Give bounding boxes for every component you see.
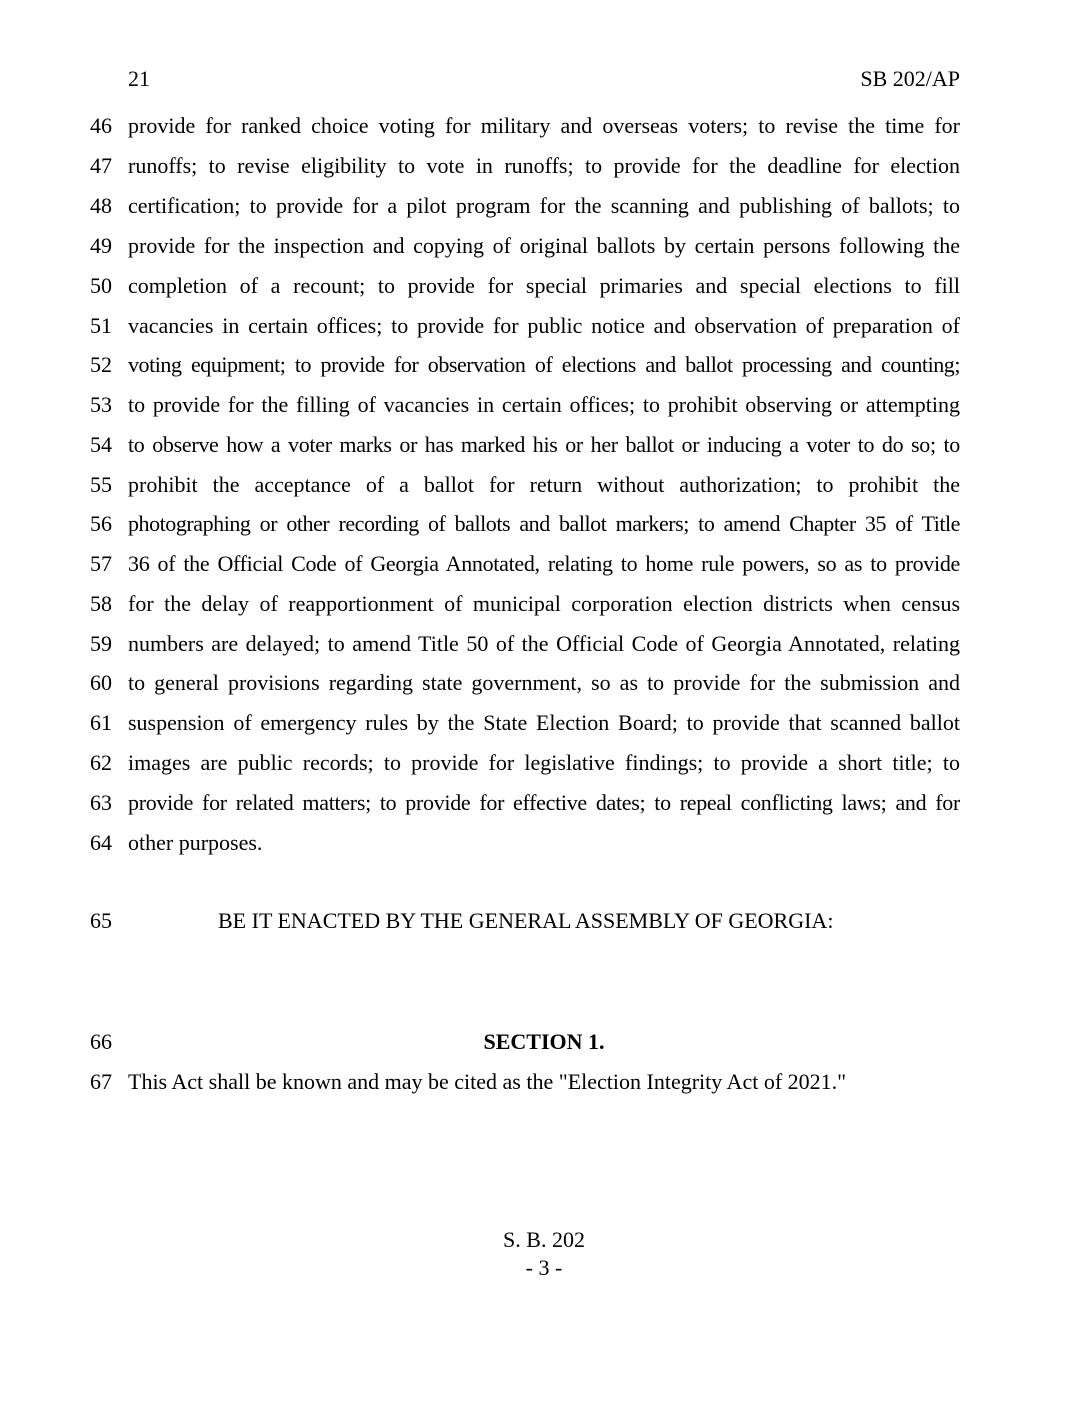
header-doc-id: SB 202/AP [860,66,960,91]
text-line [0,470,1088,500]
line-text: numbers are delayed; to amend Title 50 of the Official Code of Georgia Annotated, relating [128,631,960,656]
line-text: other purposes. [128,830,263,855]
text-line [0,311,1088,341]
text-line [0,151,1088,181]
text-line [0,390,1088,420]
line-number: 48 [90,193,112,218]
line-number: 56 [90,511,112,536]
line-number: 62 [90,750,112,775]
text-line [0,350,1088,380]
line-text: prohibit the acceptance of a ballot for return without authorization; to prohibit the [128,472,960,497]
line-number: 59 [90,631,112,656]
text-line [0,271,1088,301]
line-text: photographing or other recording of ballots and ballot markers; to amend Chapter 35 of Title [128,511,960,536]
text-line [0,788,1088,818]
section-body-text: This Act shall be known and may be cited as the "Election Integrity Act of 2021." [128,1069,847,1094]
text-line [0,748,1088,778]
line-text: provide for related matters; to provide for effective dates; to repeal conflicting laws; and for [128,790,960,815]
line-text: provide for ranked choice voting for military and overseas voters; to revise the time for [128,113,960,138]
line-number: 65 [90,908,112,933]
line-number: 52 [90,352,112,377]
line-text: to observe how a voter marks or has marked his or her ballot or inducing a voter to do so; to [128,432,960,457]
line-number: 61 [90,710,112,735]
text-line [0,668,1088,698]
line-number: 54 [90,432,112,457]
section-body-line [0,1067,1088,1097]
text-line [0,708,1088,738]
line-text: 36 of the Official Code of Georgia Annotated, relating to home rule powers, so as to provide [128,551,960,576]
line-text: vacancies in certain offices; to provide for public notice and observation of preparation of [128,313,960,338]
line-number: 57 [90,551,112,576]
line-text: runoffs; to revise eligibility to vote in runoffs; to provide for the deadline for election [128,153,960,178]
line-number: 66 [90,1029,112,1054]
line-text: for the delay of reapportionment of municipal corporation election districts when census [128,591,960,616]
line-number: 67 [90,1069,112,1094]
line-text: suspension of emergency rules by the State Election Board; to provide that scanned ballot [128,710,960,735]
line-number: 55 [90,472,112,497]
section-heading: SECTION 1. [483,1029,605,1054]
enacting-text: BE IT ENACTED BY THE GENERAL ASSEMBLY OF GEORGIA: [218,908,834,933]
line-text: to general provisions regarding state government, so as to provide for the submission and [128,670,960,695]
line-number: 50 [90,273,112,298]
line-number: 60 [90,670,112,695]
line-number: 64 [90,830,112,855]
enacting-clause [0,906,1088,936]
text-line [0,430,1088,460]
header-page-ref: 21 [128,66,150,91]
line-text: provide for the inspection and copying of original ballots by certain persons following the [128,233,960,258]
line-number: 53 [90,392,112,417]
text-line [0,111,1088,141]
section-heading-line [0,1027,1088,1057]
line-number: 63 [90,790,112,815]
text-line [0,828,1088,858]
text-line [0,231,1088,261]
footer-bill-number: S. B. 202 [503,1227,585,1252]
line-text: to provide for the filling of vacancies in certain offices; to prohibit observing or attempting [128,392,960,417]
line-number: 49 [90,233,112,258]
line-number: 46 [90,113,112,138]
footer-page-number: - 3 - [525,1255,563,1280]
line-text: voting equipment; to provide for observation of elections and ballot processing and counting; [128,352,960,377]
line-number: 51 [90,313,112,338]
line-number: 58 [90,591,112,616]
line-text: completion of a recount; to provide for special primaries and special elections to fill [128,273,960,298]
text-line [0,629,1088,659]
line-number: 47 [90,153,112,178]
line-text: certification; to provide for a pilot program for the scanning and publishing of ballots; to [128,193,960,218]
text-line [0,509,1088,539]
text-line [0,589,1088,619]
text-line [0,549,1088,579]
text-line [0,191,1088,221]
line-text: images are public records; to provide for legislative findings; to provide a short title; to [128,750,960,775]
